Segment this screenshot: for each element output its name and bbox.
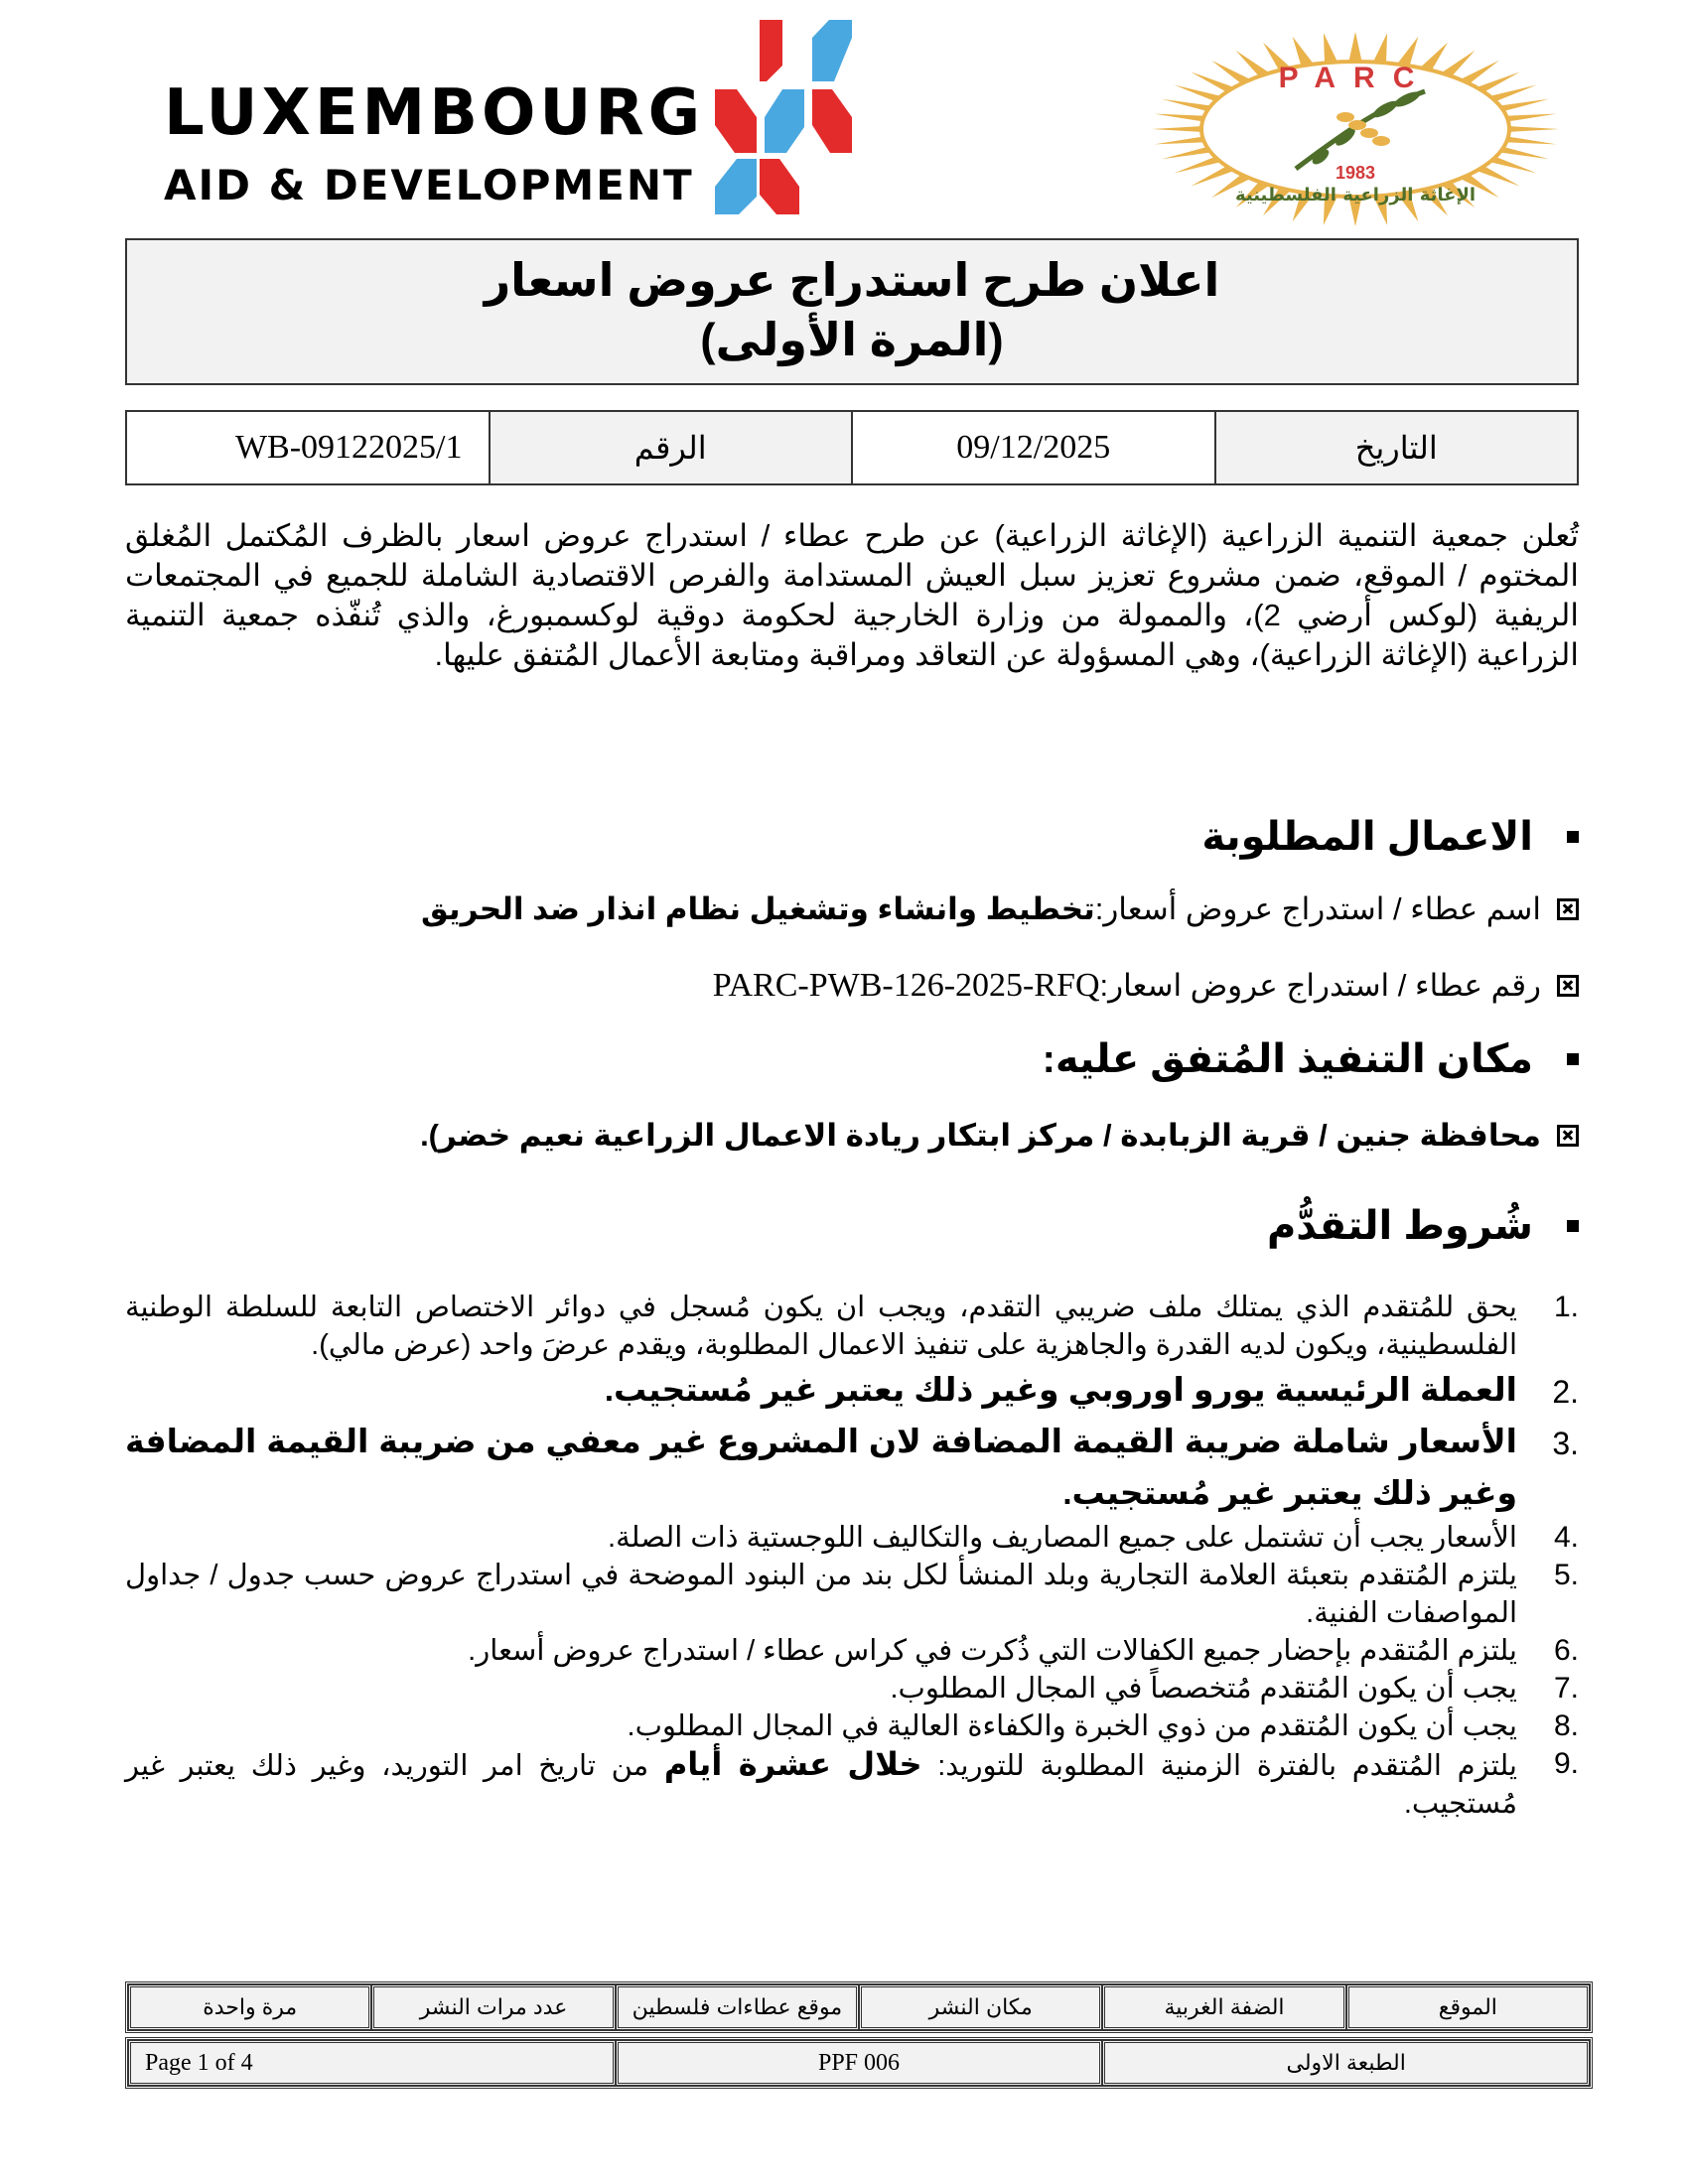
date-value: 09/12/2025 bbox=[852, 411, 1215, 484]
condition-text: الأسعار شاملة ضريبة القيمة المضافة لان المشروع غير معفي من ضريبة القيمة المضافة وغير ذلك يعتبر غير مُستجيب. bbox=[125, 1423, 1517, 1511]
parc-acronym: PARC bbox=[1278, 62, 1433, 94]
condition-item bbox=[125, 1289, 1579, 1364]
item-label: اسم عطاء / استدراج عروض أسعار: bbox=[1094, 891, 1541, 926]
conditions-list bbox=[125, 1289, 1579, 1823]
square-bullet-icon bbox=[1567, 831, 1579, 843]
footer-publish-count-value: مرة واحدة bbox=[128, 1984, 371, 2030]
condition-text: يلتزم المُتقدم بتعبئة العلامة التجارية وبلد المنشأ لكل بند من البنود الموضحة في استدراج عروض حسب جدول / جداول المواصفات الفنية. bbox=[125, 1560, 1517, 1629]
condition-text: الأسعار يجب أن تشتمل على جميع المصاريف والتكاليف اللوجستية ذات الصلة. bbox=[608, 1522, 1517, 1554]
square-bullet-icon bbox=[1567, 1053, 1579, 1065]
works-item-name bbox=[421, 891, 1579, 927]
condition-item bbox=[125, 1557, 1579, 1632]
condition-item bbox=[125, 1745, 1579, 1823]
mark-bar bbox=[812, 89, 852, 153]
condition-text bbox=[125, 1745, 1531, 1823]
parc-logo bbox=[1147, 30, 1564, 228]
sun-ray bbox=[1504, 126, 1559, 132]
item-value: محافظة جنين / قرية الزبابدة / مركز ابتكار ريادة الاعمال الزراعية نعيم خضر). bbox=[420, 1118, 1541, 1153]
footer-location-value: الضفة الغربية bbox=[1102, 1984, 1345, 2030]
number-value: WB-09122025/1 bbox=[126, 411, 490, 484]
condition-number: 7. bbox=[1553, 1672, 1579, 1705]
mark-bar bbox=[812, 20, 852, 81]
number-label: الرقم bbox=[490, 411, 853, 484]
mark-bar bbox=[715, 159, 757, 214]
date-label: التاريخ bbox=[1215, 411, 1579, 484]
condition-number: 8. bbox=[1553, 1709, 1579, 1742]
luxembourg-aid-logo bbox=[159, 18, 854, 216]
luxembourg-cross-mark-icon bbox=[655, 18, 894, 216]
item-value: تخطيط وانشاء وتشغيل نظام انذار ضد الحريق bbox=[420, 891, 1095, 926]
parc-arabic-name: الإغاثة الزراعية الفلسطينية bbox=[1234, 185, 1477, 205]
condition-text: يجب أن يكون المُتقدم من ذوي الخبرة والكفاءة العالية في المجال المطلوب. bbox=[627, 1710, 1517, 1742]
info-table bbox=[125, 410, 1579, 485]
condition-item bbox=[125, 1364, 1579, 1416]
condition-item bbox=[125, 1519, 1579, 1557]
works-item-number bbox=[713, 967, 1579, 1005]
footer-publish-place-label: مكان النشر bbox=[859, 1984, 1102, 2030]
checked-box-icon bbox=[1557, 975, 1579, 997]
checked-box-icon bbox=[1557, 898, 1579, 920]
section-heading-conditions bbox=[1267, 1203, 1579, 1249]
condition-number: 2. bbox=[1552, 1374, 1579, 1410]
footer-publication-table bbox=[125, 1981, 1593, 2033]
logo-text-aid-development: AID & DEVELOPMENT bbox=[164, 161, 694, 209]
section-heading-works bbox=[1201, 814, 1579, 860]
condition-item bbox=[125, 1707, 1579, 1745]
section-heading-location bbox=[1043, 1036, 1579, 1082]
condition-text: يلتزم المُتقدم بإحضار جميع الكفالات التي ذُكرت في كراس عطاء / استدراج عروض أسعار. bbox=[468, 1635, 1517, 1667]
item-label: رقم عطاء / استدراج عروض اسعار: bbox=[1099, 968, 1541, 1003]
announcement-subtitle: (المرة الأولى) bbox=[700, 314, 1004, 365]
condition-text: يحق للمُتقدم الذي يمتلك ملف ضريبي التقدم، ويجب ان يكون مُسجل في دوائر الاختصاص التابعة للسلطة الوطنية الفلسطينية، ويكون لديه القدرة والجاهزية على تنفيذ الاعمال المطلوبة، ويقدم عرضَ واحد (عرض مالي). bbox=[125, 1292, 1517, 1361]
mark-bar bbox=[760, 20, 782, 81]
condition-item bbox=[125, 1632, 1579, 1670]
footer-document-info-table bbox=[125, 2037, 1593, 2089]
announcement-title: اعلان طرح استدراج عروض اسعار bbox=[484, 254, 1220, 306]
footer-form-code: PPF 006 bbox=[616, 2040, 1103, 2086]
footer-publish-place-value: موقع عطاءات فلسطين bbox=[616, 1984, 859, 2030]
footer-page-number: Page 1 of 4 bbox=[128, 2040, 616, 2086]
condition-item bbox=[125, 1670, 1579, 1707]
section-heading-text: شُروط التقدُّم bbox=[1266, 1204, 1533, 1248]
condition-text: العملة الرئيسية يورو اوروبي وغير ذلك يعتبر غير مُستجيب. bbox=[604, 1371, 1517, 1408]
condition-number: 3. bbox=[1552, 1426, 1579, 1461]
announcement-title-box bbox=[125, 238, 1579, 385]
mark-bar bbox=[765, 89, 804, 153]
footer-publish-count-label: عدد مرات النشر bbox=[371, 1984, 615, 2030]
tender-code: PARC-PWB-126-2025-RFQ bbox=[712, 967, 1100, 1004]
location-item bbox=[420, 1118, 1579, 1154]
section-heading-text: مكان التنفيذ المُتفق عليه: bbox=[1042, 1037, 1533, 1081]
intro-paragraph: تُعلن جمعية التنمية الزراعية (الإغاثة الزراعية) عن طرح عطاء / استدراج عروض اسعار بالظرف المُكتمل المُغلق المختوم / الموقع، ضمن مشروع تعزيز سبل العيش المستدامة والفرص الاقتصادية الشاملة للجميع في المجتمعات الريفية (لوكس أرضي 2)، والممولة من وزارة الخارجية لحكومة دوقية لوكسمبورغ، والذي تُنفّذه جمعية التنمية الزراعية (الإغاثة الزراعية)، وهي المسؤولة عن التعاقد ومراقبة ومتابعة الأعمال المُتفق عليها. bbox=[125, 518, 1579, 672]
condition-number: 5. bbox=[1553, 1559, 1579, 1591]
square-bullet-icon bbox=[1567, 1220, 1579, 1232]
logo-text-luxembourg: LUXEMBOURG bbox=[164, 76, 705, 150]
condition-number: 4. bbox=[1553, 1521, 1579, 1554]
mark-bar bbox=[760, 159, 799, 214]
condition-text-part: يلتزم المُتقدم بالفترة الزمنية المطلوبة للتوريد: bbox=[921, 1750, 1517, 1782]
delivery-period-emphasis: خلال عشرة أيام bbox=[663, 1746, 922, 1782]
section-heading-text: الاعمال المطلوبة bbox=[1201, 815, 1533, 859]
condition-text-part: من تاريخ امر التوريد، وغير ذلك يعتبر غير مُستجيب. bbox=[125, 1750, 1517, 1820]
parc-year: 1983 bbox=[1335, 163, 1376, 183]
footer-location-label: الموقع bbox=[1346, 1984, 1590, 2030]
condition-number: 6. bbox=[1553, 1634, 1579, 1667]
sun-ray bbox=[1152, 126, 1206, 132]
mark-bar bbox=[715, 89, 757, 153]
footer-edition: الطبعة الاولى bbox=[1102, 2040, 1590, 2086]
checked-box-icon bbox=[1557, 1125, 1579, 1147]
condition-item bbox=[125, 1416, 1579, 1519]
condition-number: 1. bbox=[1553, 1291, 1579, 1323]
condition-text: يجب أن يكون المُتقدم مُتخصصاً في المجال المطلوب. bbox=[890, 1673, 1517, 1705]
condition-number: 9. bbox=[1553, 1747, 1579, 1780]
